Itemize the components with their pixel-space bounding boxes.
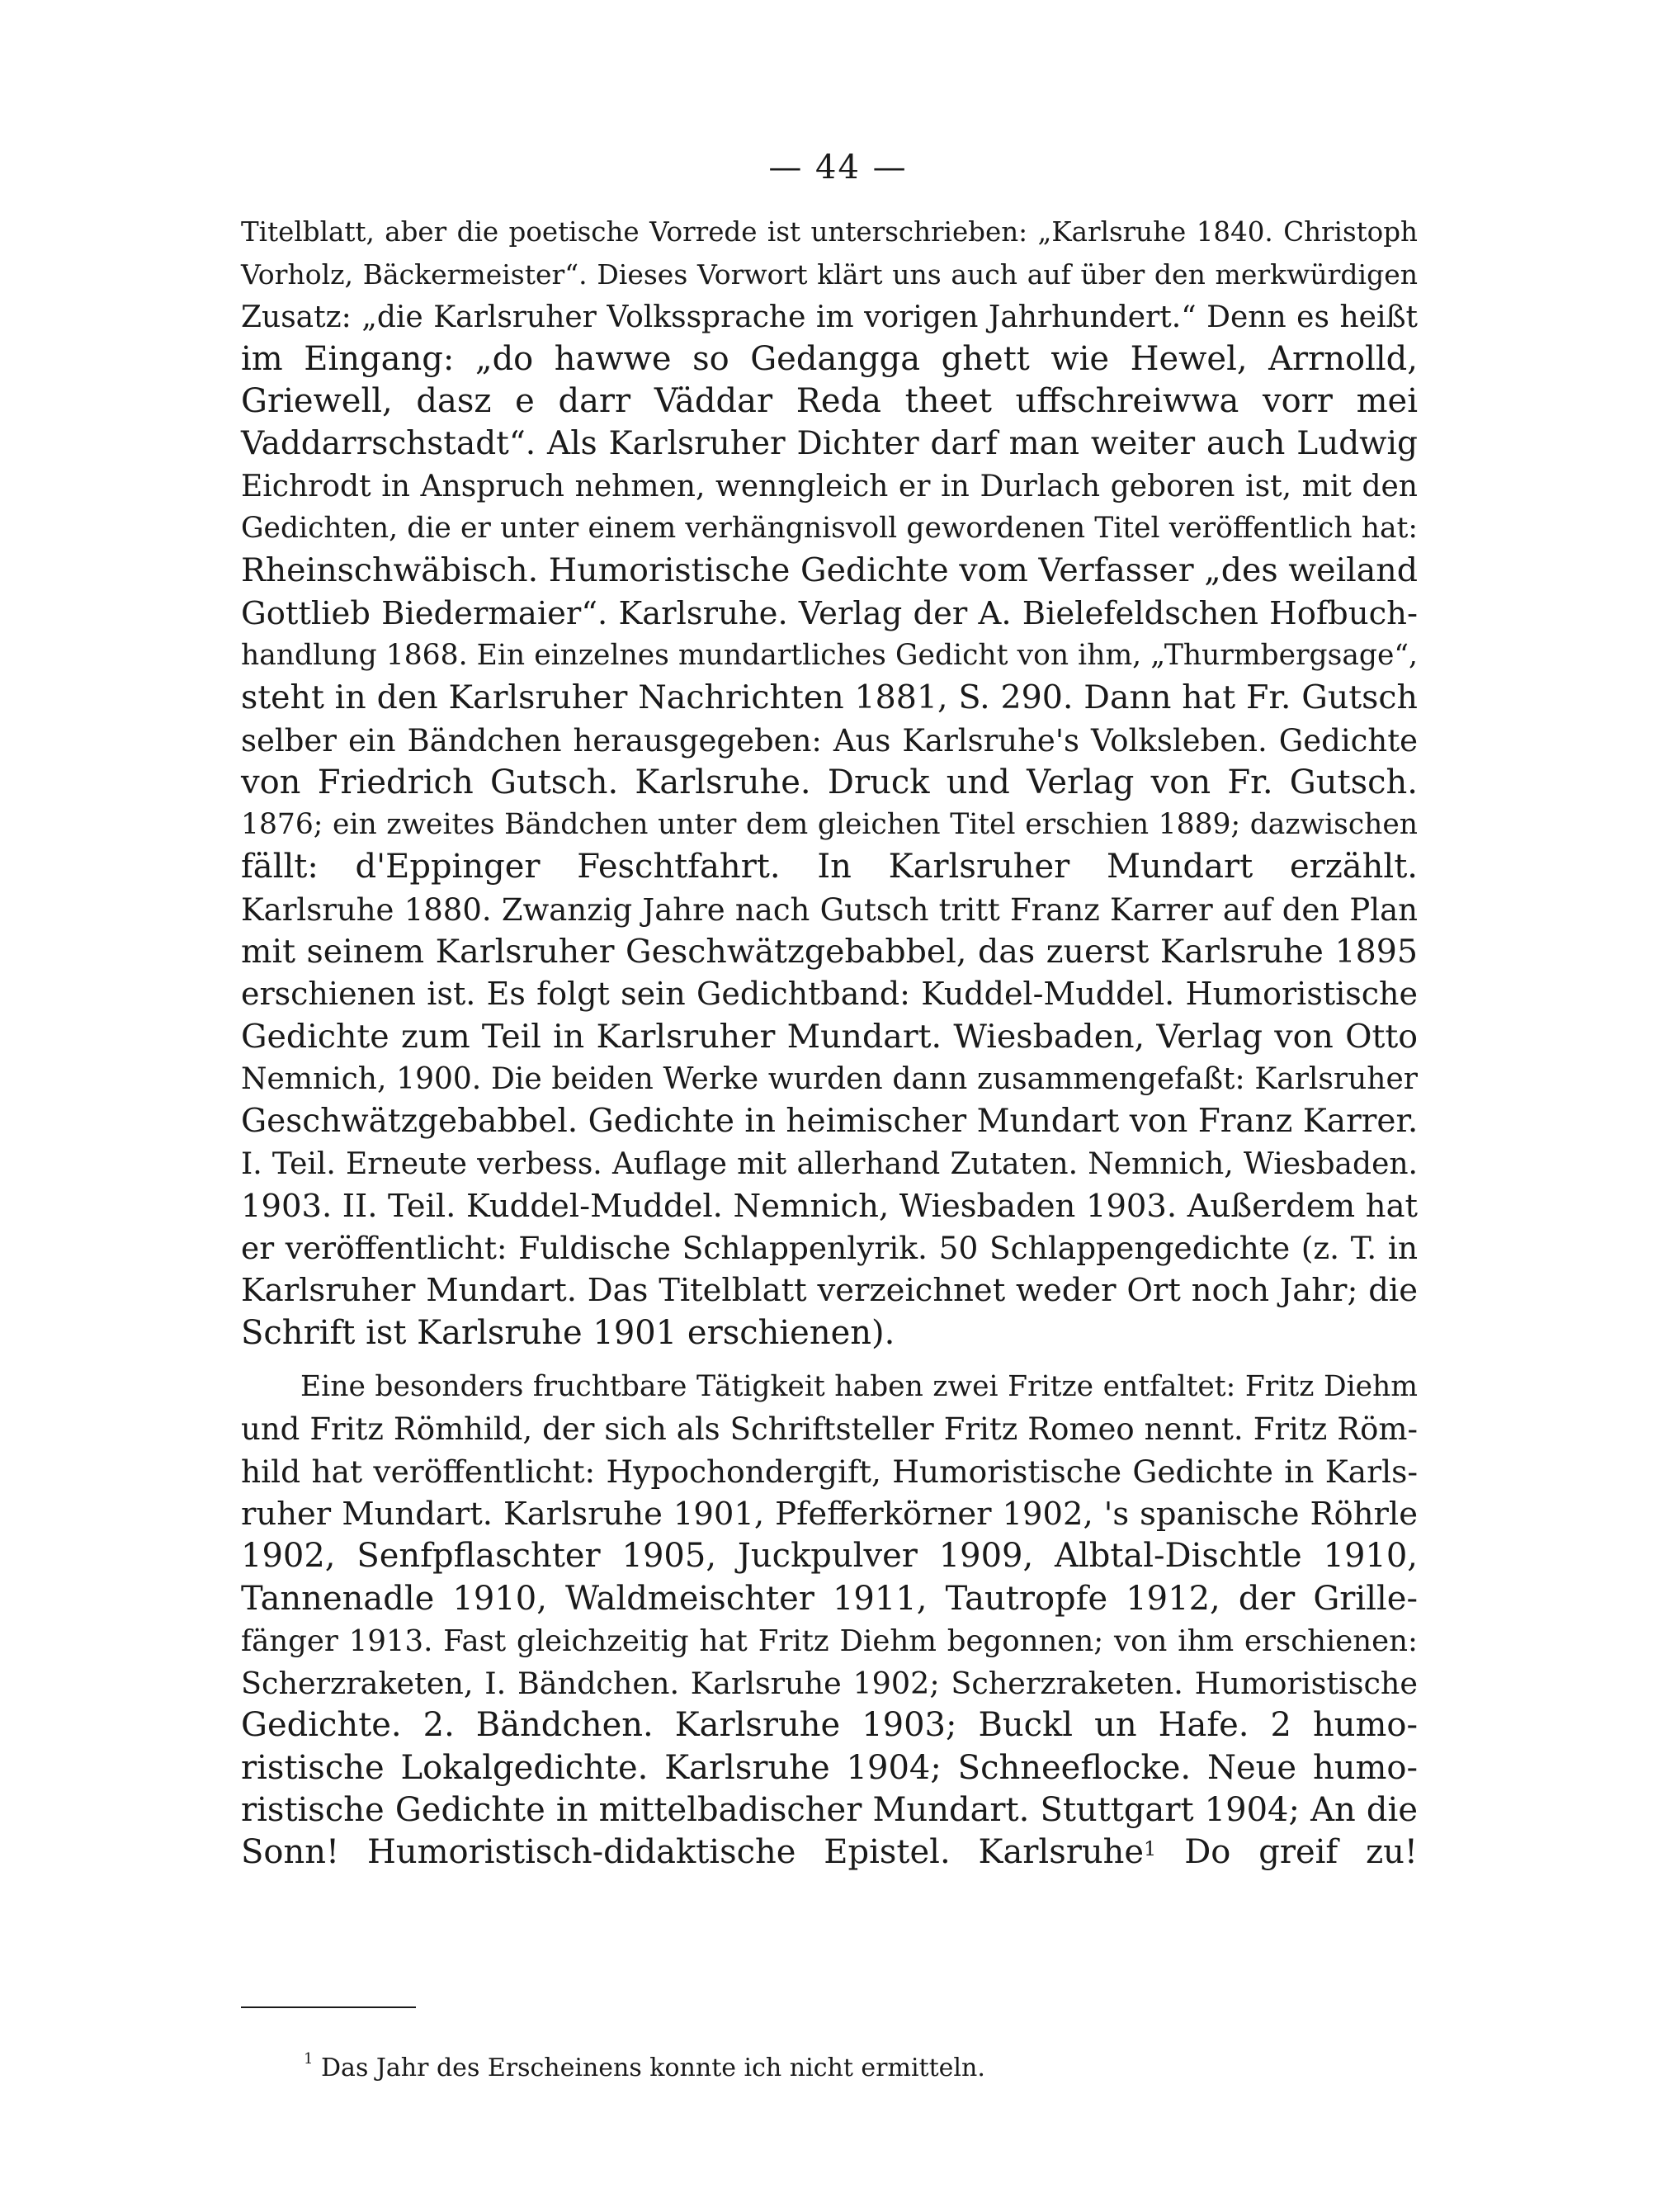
text-line: selber ein Bändchen herausgegeben: Aus Karlsruhe's Volksleben. Gedichte (241, 722, 1418, 759)
text-line: Karlsruhe 1880. Zwanzig Jahre nach Gutsch tritt Franz Karrer auf den Plan (241, 891, 1418, 928)
text-line: ristische Gedichte in mittelbadischer Mundart. Stuttgart 1904; An die (241, 1790, 1418, 1829)
text-line: 1903. II. Teil. Kuddel-Muddel. Nemnich, Wiesbaden 1903. Außerdem hat (241, 1187, 1418, 1225)
text-line: ruher Mundart. Karlsruhe 1901, Pfefferkörner 1902, 's spanische Röhrle (241, 1495, 1418, 1533)
body-text (241, 211, 1418, 1874)
text-line: 1902, Senfpflaschter 1905, Juckpulver 1909, Albtal-Dischtle 1910, (241, 1537, 1418, 1576)
paragraph-gap (241, 1354, 1418, 1366)
text-line: Scherzraketen, I. Bändchen. Karlsruhe 1902; Scherzraketen. Humoristische (241, 1666, 1418, 1702)
text-line: fällt: d'Eppinger Feschtfahrt. In Karlsruher Mundart erzählt. (241, 848, 1418, 886)
text-line: Griewell, dasz e darr Väddar Reda theet uffschreiwwa vorr mei (241, 382, 1418, 421)
text-line: Zusatz: „die Karlsruher Volkssprache im vorigen Jahrhundert.“ Denn es heißt (241, 300, 1418, 334)
text-line: Gottlieb Biedermaier“. Karlsruhe. Verlag der A. Bielefeldschen Hofbuch- (241, 594, 1418, 632)
text-line: Vorholz, Bäckermeister“. Dieses Vorwort klärt uns auch auf über den merkwürdigen (241, 258, 1418, 291)
footnote-text: Das Jahr des Erscheinens konnte ich nicht ermitteln. (321, 2054, 985, 2082)
text-line: ristische Lokalgedichte. Karlsruhe 1904; Schneeflocke. Neue humo- (241, 1748, 1418, 1787)
text-line: von Friedrich Gutsch. Karlsruhe. Druck und Verlag von Fr. Gutsch. (241, 763, 1418, 801)
text-line: und Fritz Römhild, der sich als Schriftsteller Fritz Romeo nennt. Fritz Röm- (241, 1411, 1418, 1448)
text-line: er veröffentlicht: Fuldische Schlappenlyrik. 50 Schlappengedichte (z. T. in (241, 1230, 1418, 1267)
text-line: hild hat veröffentlicht: Hypochondergift, Humoristische Gedichte in Karls- (241, 1453, 1418, 1490)
text-line: Nemnich, 1900. Die beiden Werke wurden dann zusammengefaßt: Karlsruher (241, 1061, 1418, 1096)
text-line-with-footnote (241, 1832, 1418, 1874)
text-segment: Do greif zu! (1156, 1833, 1418, 1872)
text-line: Gedichten, die er unter einem verhängnisvoll gewordenen Titel veröffentlich hat: (241, 512, 1418, 546)
footnote-reference[interactable]: 1 (1144, 1837, 1157, 1861)
text-line: Tannenadle 1910, Waldmeischter 1911, Tautropfe 1912, der Grille- (241, 1579, 1418, 1618)
text-line: Gedichte. 2. Bändchen. Karlsruhe 1903; Buckl un Hafe. 2 humo- (241, 1706, 1418, 1745)
footnote-separator (241, 2006, 416, 2008)
page-number: — 44 — (768, 149, 908, 187)
text-line: steht in den Karlsruher Nachrichten 1881, S. 290. Dann hat Fr. Gutsch (241, 678, 1418, 717)
paragraph-1 (241, 211, 1418, 1354)
text-line: Vaddarrschstadt“. Als Karlsruher Dichter darf man weiter auch Ludwig (241, 425, 1418, 463)
text-line: I. Teil. Erneute verbess. Auflage mit allerhand Zutaten. Nemnich, Wiesbaden. (241, 1146, 1418, 1181)
text-line: handlung 1868. Ein einzelnes mundartliches Gedicht von ihm, „Thurmbergsage“, (241, 638, 1418, 672)
text-line: Rheinschwäbisch. Humoristische Gedichte vom Verfasser „des weiland (241, 551, 1418, 590)
text-line: Schrift ist Karlsruhe 1901 erschienen). (241, 1313, 895, 1352)
text-line: Eichrodt in Anspruch nehmen, wenngleich er in Durlach geboren ist, mit den (241, 469, 1418, 503)
text-line: fänger 1913. Fast gleichzeitig hat Fritz Diehm begonnen; von ihm erschienen: (241, 1624, 1418, 1658)
text-line: im Eingang: „do hawwe so Gedangga ghett wie Hewel, Arrnolld, (241, 339, 1418, 378)
paragraph-2 (241, 1366, 1418, 1874)
footnote-marker: 1 (304, 2050, 314, 2068)
text-segment: Sonn! Humoristisch-didaktische Epistel. Karlsruhe (241, 1833, 1145, 1872)
text-line: mit seinem Karlsruher Geschwätzgebabbel, das zuerst Karlsruhe 1895 (241, 933, 1418, 971)
text-line: Karlsruher Mundart. Das Titelblatt verzeichnet weder Ort noch Jahr; die (241, 1272, 1418, 1310)
text-line: Geschwätzgebabbel. Gedichte in heimischer Mundart von Franz Karrer. (241, 1103, 1419, 1141)
footnote (304, 2050, 985, 2082)
text-line: Eine besonders fruchtbare Tätigkeit haben zwei Fritze entfaltet: Fritz Diehm (300, 1370, 1418, 1404)
text-line: Titelblatt, aber die poetische Vorrede ist unterschrieben: „Karlsruhe 1840. Christoph (241, 216, 1418, 248)
text-line: 1876; ein zweites Bändchen unter dem gleichen Titel erschien 1889; dazwischen (241, 808, 1418, 842)
text-line: erschienen ist. Es folgt sein Gedichtband: Kuddel-Muddel. Humoristische (241, 976, 1418, 1013)
text-line: Gedichte zum Teil in Karlsruher Mundart. Wiesbaden, Verlag von Otto (241, 1017, 1418, 1056)
